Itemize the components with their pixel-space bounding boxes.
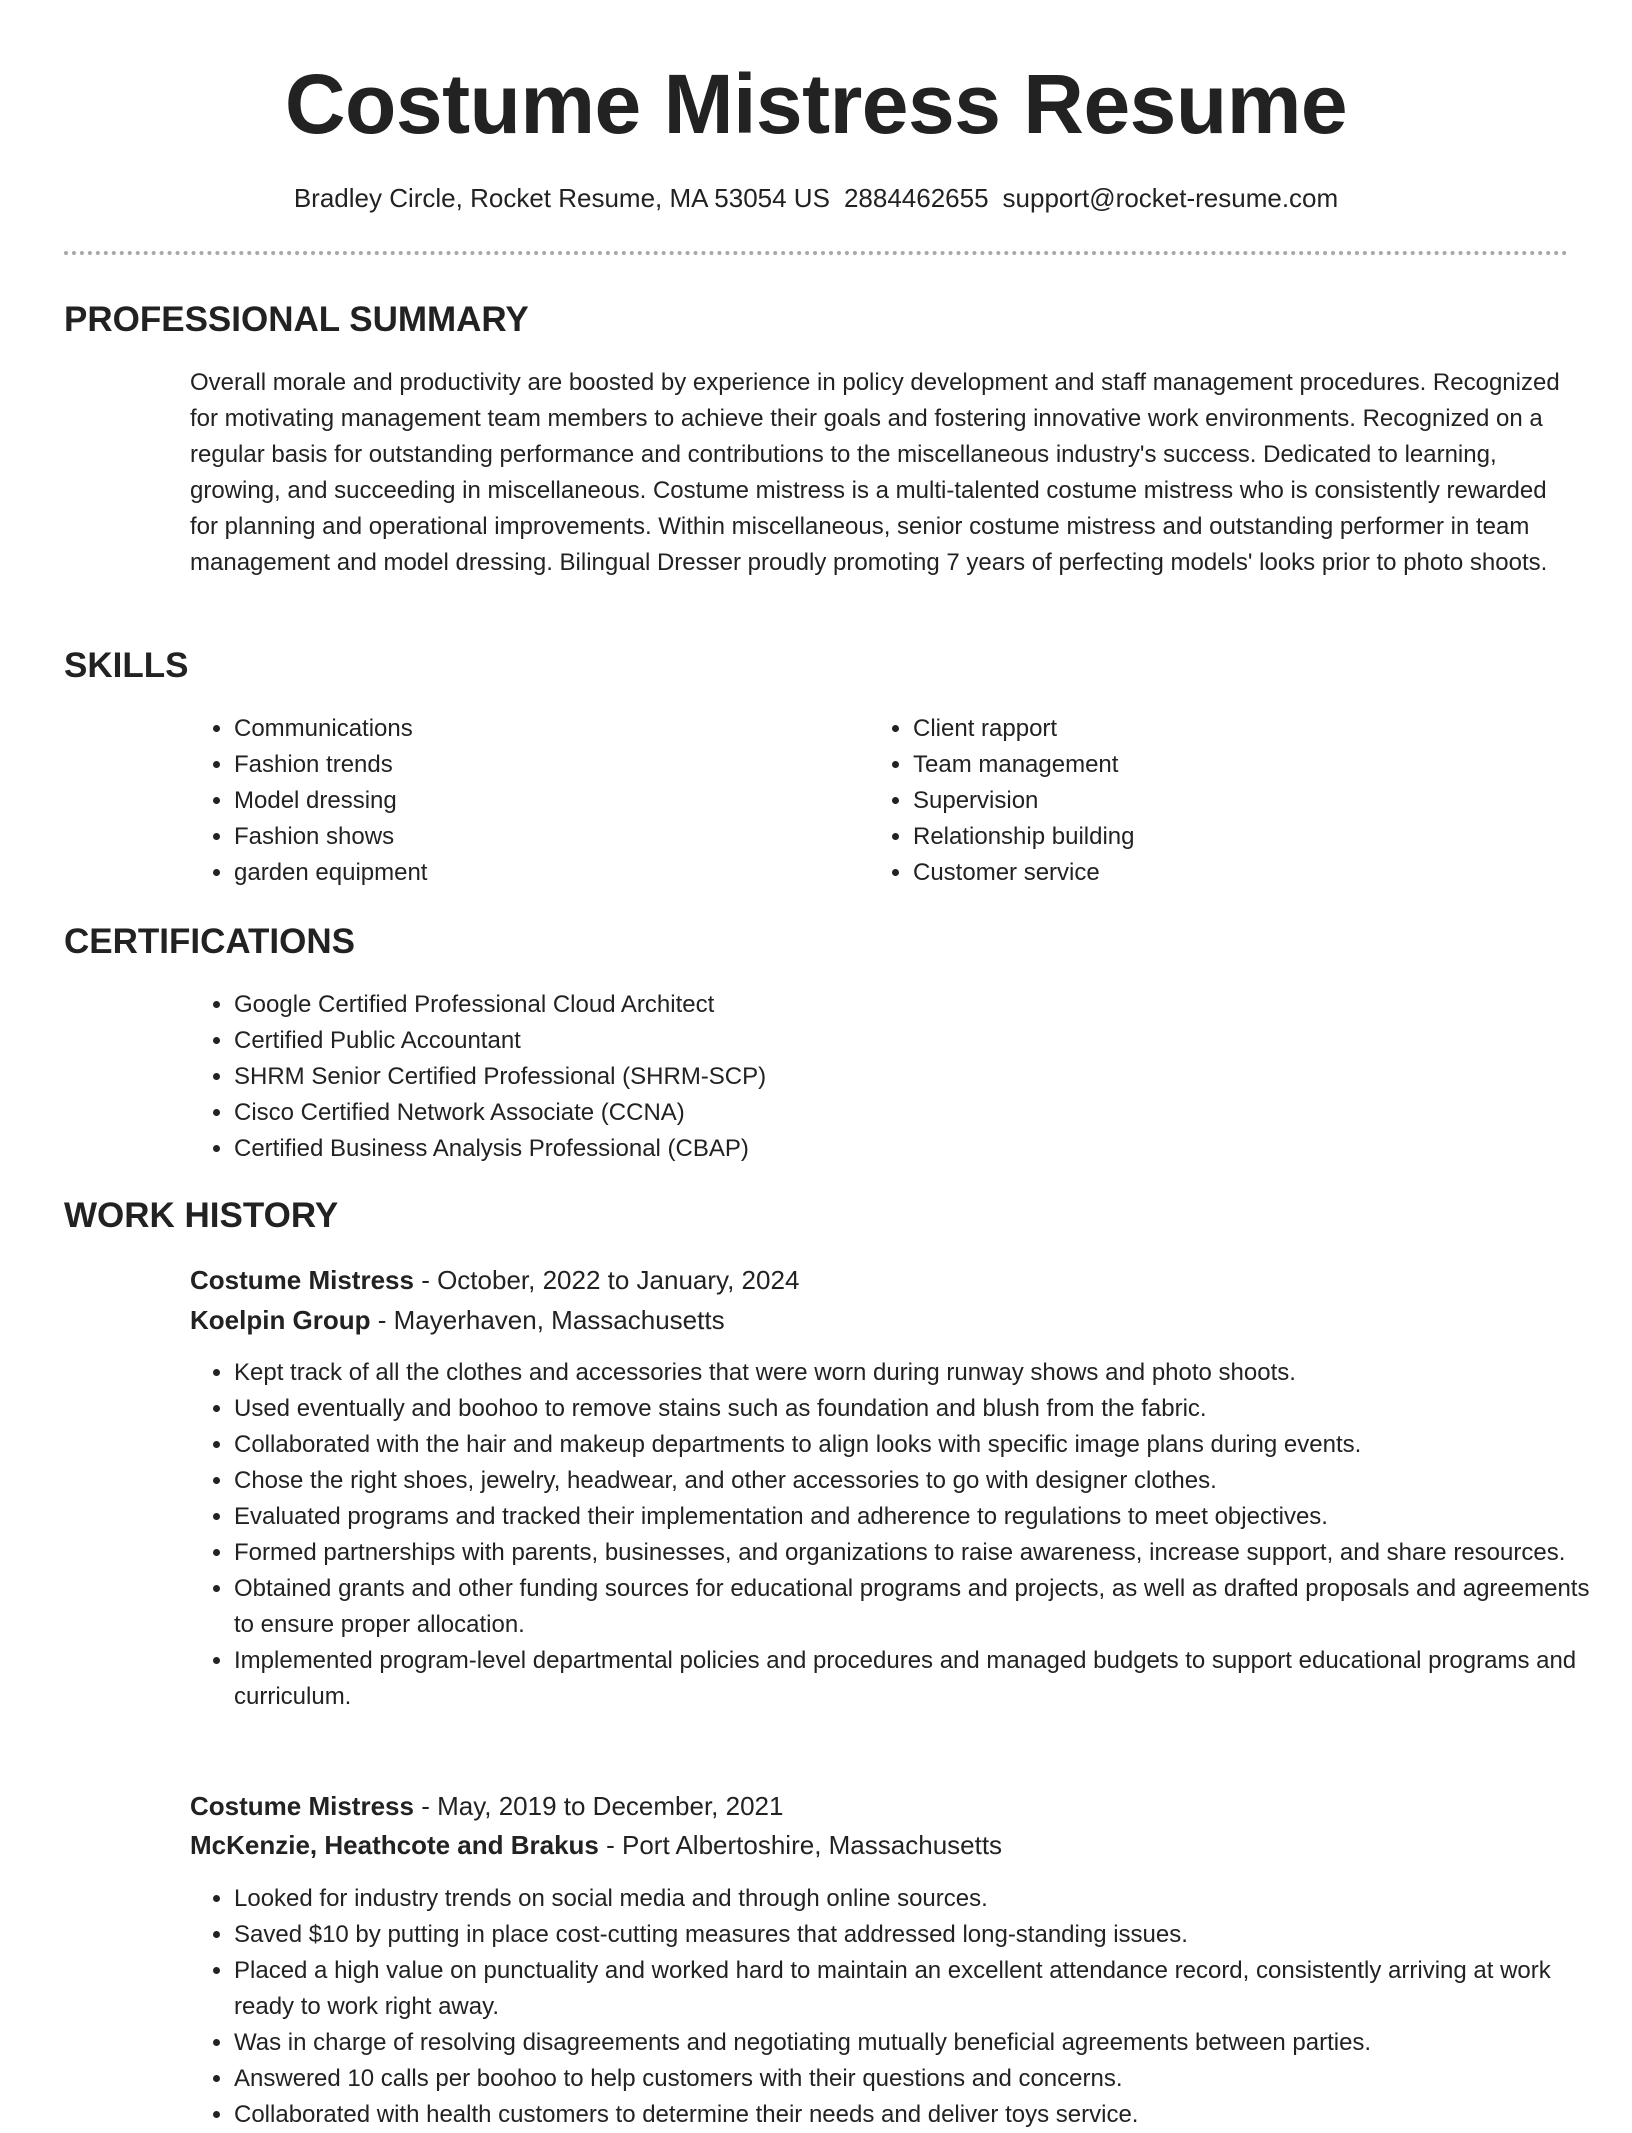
job-location: - Mayerhaven, Massachusetts: [370, 1305, 725, 1335]
skill-item: • Team management: [913, 747, 1513, 783]
skill-item: • Relationship building: [913, 819, 1513, 855]
skill-item: • garden equipment: [234, 855, 834, 891]
certifications-heading: CERTIFICATIONS: [64, 922, 356, 961]
header-divider: [64, 251, 1568, 255]
skill-item: • Model dressing: [234, 783, 834, 819]
job-location: - Port Albertoshire, Massachusetts: [598, 1830, 1003, 1860]
job-company: Koelpin Group: [190, 1305, 371, 1335]
resume-title: Costume Mistress Resume: [284, 57, 1348, 151]
skills-list-right: [869, 711, 1513, 891]
job-bullet: • Answered 10 calls per boohoo to help customers with their questions and concerns.: [234, 2061, 1594, 2097]
skills-list-left: [190, 711, 834, 891]
certification-item: • Certified Business Analysis Professional (CBAP): [234, 1131, 1614, 1167]
skills-heading: SKILLS: [64, 646, 189, 685]
job-bullet: • Implemented program-level departmental policies and procedures and managed budgets to support educational programs and curriculum.: [234, 1643, 1594, 1715]
summary-heading: PROFESSIONAL SUMMARY: [64, 300, 529, 339]
job-title: Costume Mistress: [190, 1791, 414, 1821]
job-bullet: • Collaborated with the hair and makeup departments to align looks with specific image plans during events.: [234, 1427, 1594, 1463]
contact-email[interactable]: support@rocket-resume.com: [1002, 183, 1339, 213]
job-bullets: [190, 1355, 1594, 1715]
skill-item: • Client rapport: [913, 711, 1513, 747]
skill-item: • Communications: [234, 711, 834, 747]
certification-item: • Cisco Certified Network Associate (CCNA): [234, 1095, 1614, 1131]
work-history-heading: WORK HISTORY: [64, 1196, 339, 1235]
job-bullets: [190, 1881, 1594, 2133]
contact-address: Bradley Circle, Rocket Resume, MA 53054 US: [293, 183, 830, 213]
job-title-line: [190, 1788, 783, 1824]
job-company-line: [190, 1827, 1002, 1863]
skill-item: • Fashion shows: [234, 819, 834, 855]
job-company: McKenzie, Heathcote and Brakus: [190, 1830, 599, 1860]
job-dates: - October, 2022 to January, 2024: [413, 1265, 800, 1295]
job-bullet: • Chose the right shoes, jewelry, headwear, and other accessories to go with designer clothes.: [234, 1463, 1594, 1499]
skill-item: • Customer service: [913, 855, 1513, 891]
contact-line: [0, 182, 1632, 214]
job-bullet: • Formed partnerships with parents, businesses, and organizations to raise awareness, increase support, and share resources.: [234, 1535, 1594, 1571]
job-bullet: • Kept track of all the clothes and accessories that were worn during runway shows and photo shoots.: [234, 1355, 1594, 1391]
skill-item: • Fashion trends: [234, 747, 834, 783]
job-bullet: • Collaborated with health customers to determine their needs and deliver toys service.: [234, 2097, 1594, 2133]
certification-item: • Certified Public Accountant: [234, 1023, 1614, 1059]
job-bullet: • Used eventually and boohoo to remove stains such as foundation and blush from the fabric.: [234, 1391, 1594, 1427]
job-bullet: • Was in charge of resolving disagreements and negotiating mutually beneficial agreements between parties.: [234, 2025, 1594, 2061]
job-bullet: • Saved $10 by putting in place cost-cutting measures that addressed long-standing issues.: [234, 1917, 1594, 1953]
skill-item: • Supervision: [913, 783, 1513, 819]
job-bullet: • Placed a high value on punctuality and worked hard to maintain an excellent attendance record, consistently arriving at work ready to work right away.: [234, 1953, 1594, 2025]
job-bullet: • Obtained grants and other funding sources for educational programs and projects, as well as drafted proposals and agreements to ensure proper allocation.: [234, 1571, 1594, 1643]
summary-text: Overall morale and productivity are boosted by experience in policy development and staff management procedures. Recognized for motivating management team members to achieve their goals and fostering innovative work environments. Recognized on a regular basis for outstanding performance and contributions to the miscellaneous industry's success. Dedicated to learning, growing, and succeeding in miscellaneous. Costume mistress is a multi-talented costume mistress who is consistently rewarded for planning and operational improvements. Within miscellaneous, senior costume mistress and outstanding performer in team management and model dressing. Bilingual Dresser proudly promoting 7 years of perfecting models' looks prior to photo shoots.: [190, 369, 1560, 576]
job-bullet: • Looked for industry trends on social media and through online sources.: [234, 1881, 1594, 1917]
contact-phone: 2884462655: [843, 183, 989, 213]
job-dates: - May, 2019 to December, 2021: [413, 1791, 784, 1821]
job-title: Costume Mistress: [190, 1265, 414, 1295]
job-company-line: [190, 1302, 725, 1338]
certification-item: • Google Certified Professional Cloud Architect: [234, 987, 1614, 1023]
certification-item: • SHRM Senior Certified Professional (SHRM-SCP): [234, 1059, 1614, 1095]
job-bullet: • Evaluated programs and tracked their implementation and adherence to regulations to meet objectives.: [234, 1499, 1594, 1535]
certifications-list: [190, 987, 1614, 1167]
job-title-line: [190, 1262, 799, 1298]
